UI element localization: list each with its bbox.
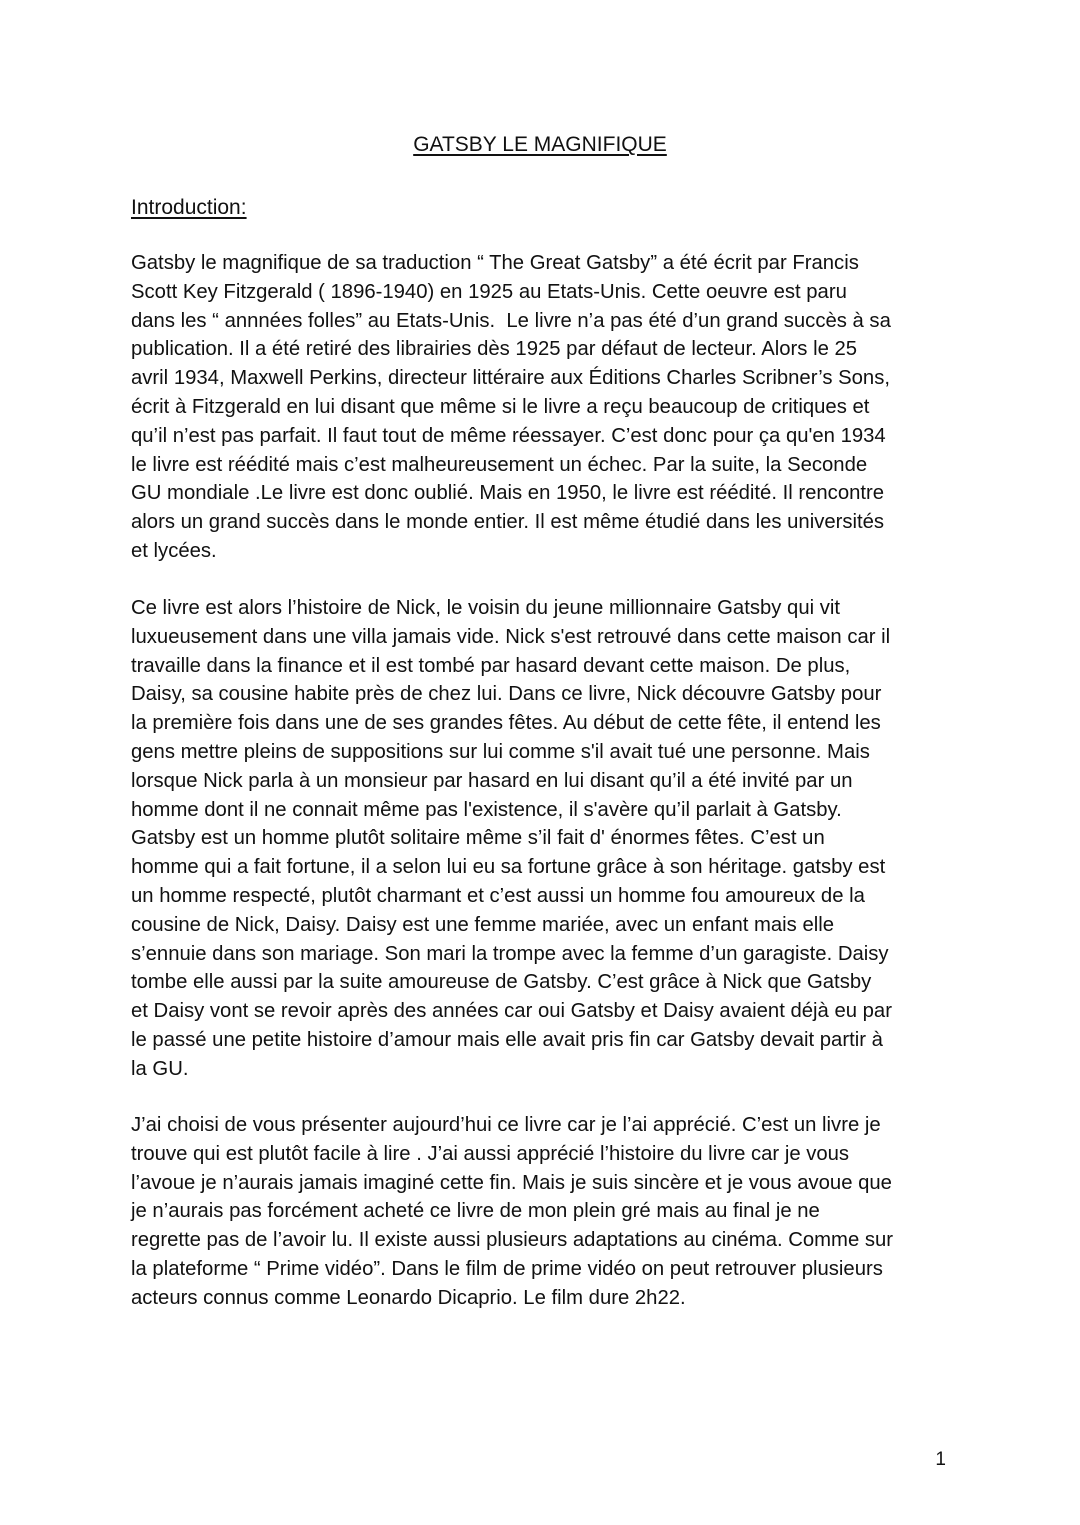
paragraph-line: lorsque Nick parla à un monsieur par hasard en lui disant qu’il a été invité par un: [131, 769, 853, 792]
paragraph-line: le livre est réédité mais c’est malheureusement un échec. Par la suite, la Seconde: [131, 453, 868, 476]
paragraph-line: Gatsby le magnifique de sa traduction “ The Great Gatsby” a été écrit par Francis: [131, 252, 859, 274]
paragraph-line: GU mondiale .Le livre est donc oublié. Mais en 1950, le livre est réédité. Il rencontre: [131, 482, 885, 505]
paragraph-story-summary: [131, 594, 951, 1084]
paragraph-line: qu’il n’est pas parfait. Il faut tout de même réessayer. C’est donc pour ça qu'en 1934: [131, 424, 886, 447]
paragraph-line: cousine de Nick, Daisy. Daisy est une femme mariée, avec un enfant mais elle: [131, 913, 835, 936]
paragraph-line: Scott Key Fitzgerald ( 1896-1940) en 1925 au Etats-Unis. Cette oeuvre est paru: [131, 280, 847, 303]
paragraph-line: la première fois dans une de ses grandes fêtes. Au début de cette fête, il entend les: [131, 712, 881, 735]
paragraph-line: gens mettre pleins de suppositions sur lui comme s'il avait tué une personne. Mais: [131, 740, 870, 763]
paragraph-line: J’ai choisi de vous présenter aujourd’hui ce livre car je l’ai apprécié. C’est un livre je: [131, 1114, 881, 1136]
paragraph-line: Ce livre est alors l’histoire de Nick, le voisin du jeune millionnaire Gatsby qui vit: [131, 597, 841, 619]
paragraph-line: l’avoue je n’aurais jamais imaginé cette fin. Mais je suis sincère et je vous avoue que: [131, 1171, 892, 1194]
paragraph-personal-opinion: [131, 1111, 951, 1313]
paragraph-line: acteurs connus comme Leonardo Dicaprio. Le film dure 2h22.: [131, 1286, 686, 1309]
paragraph-line: Daisy, sa cousine habite près de chez lui. Dans ce livre, Nick découvre Gatsby pour: [131, 683, 882, 706]
paragraph-line: la plateforme “ Prime vidéo”. Dans le film de prime vidéo on peut retrouver plusieurs: [131, 1257, 883, 1280]
paragraph-line: je n’aurais pas forcément acheté ce livre de mon plein gré mais au final je ne: [131, 1200, 820, 1223]
paragraph-line: dans les “ annnées folles” au Etats-Unis. Le livre n’a pas été d’un grand succès à sa: [131, 309, 891, 332]
paragraph-line: un homme respecté, plutôt charmant et c’est aussi un homme fou amoureux de la: [131, 884, 865, 907]
paragraph-line: et Daisy vont se revoir après des années car oui Gatsby et Daisy avaient déjà eu par: [131, 1000, 892, 1023]
paragraph-line: écrit à Fitzgerald en lui disant que même si le livre a reçu beaucoup de critiques et: [131, 395, 870, 418]
paragraph-line: homme dont il ne connait même pas l'existence, il s'avère qu’il parlait à Gatsby.: [131, 798, 842, 821]
paragraph-line: luxueusement dans une villa jamais vide. Nick s'est retrouvé dans cette maison car il: [131, 625, 891, 648]
paragraph-line: tombe elle aussi par la suite amoureuse de Gatsby. C’est grâce à Nick que Gatsby: [131, 971, 872, 994]
paragraph-line: s’ennuie dans son mariage. Son mari la trompe avec la femme d’un garagiste. Daisy: [131, 942, 889, 965]
paragraph-line: la GU.: [131, 1057, 189, 1080]
paragraph-line: alors un grand succès dans le monde entier. Il est même étudié dans les universités: [131, 511, 885, 534]
paragraph-line: trouve qui est plutôt facile à lire . J’ai aussi apprécié l’histoire du livre car je vous: [131, 1142, 850, 1165]
paragraph-publication-history: [131, 249, 951, 566]
paragraph-line: travaille dans la finance et il est tombé par hasard devant cette maison. De plus,: [131, 654, 851, 677]
section-heading-introduction: Introduction:: [131, 196, 247, 219]
paragraph-line: le passé une petite histoire d’amour mais elle avait pris fin car Gatsby devait partir à: [131, 1028, 883, 1051]
document-title: GATSBY LE MAGNIFIQUE: [413, 133, 667, 156]
paragraph-line: publication. Il a été retiré des librairies dès 1925 par défaut de lecteur. Alors le 25: [131, 338, 858, 361]
paragraph-line: Gatsby est un homme plutôt solitaire même s’il fait d' énormes fêtes. C’est un: [131, 827, 825, 850]
paragraph-line: homme qui a fait fortune, il a selon lui eu sa fortune grâce à son héritage. gatsby est: [131, 856, 886, 879]
paragraph-line: et lycées.: [131, 539, 217, 562]
page-number: 1: [935, 1449, 946, 1470]
paragraph-line: regrette pas de l’avoir lu. Il existe aussi plusieurs adaptations au cinéma. Comme sur: [131, 1229, 894, 1252]
paragraph-line: avril 1934, Maxwell Perkins, directeur littéraire aux Éditions Charles Scribner’s Sons,: [131, 367, 890, 390]
